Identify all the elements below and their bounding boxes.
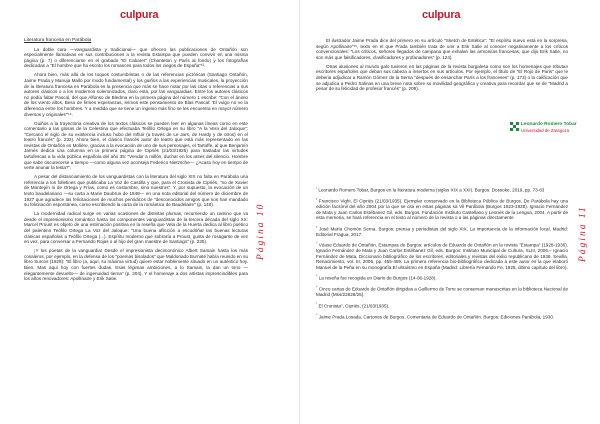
- paragraph: ¡Y los poetas de la vanguardia! Desde el impresionista decimonónico Albert Samain hasta los más cosaleros, por ejemplo, en la defensa de los "poemas bisolados" que Maldonado Burnaté había reunido en su libro Surcos (1928): "El libro (a, aquí, su máxima virtud) quiere estar noblemente situado en un auténtico hoy. Bien. Mas aquí hoy con fuertes dudas. Esas légimas ambiciones, a lo Samain, la dan un tono —elegantemente devuelto— de ingenuidad tierna" (p. 204), Y el homenaje a dos artistas imprescindibles para los años renovadores: Apollinaire y Erik Satie.: [24, 248, 248, 282]
- footnote: $^{^1}$ Leonardo Romero Tobar, Burgos en la literatura moderna (siglos XIX a XXI). Burgos. Dossoke, 2019, pp. 73-83: [316, 186, 545, 193]
- footnote: $^{^3}$ José María Chomón Serna. Burgos: prensa y periodistas del siglo XIX. La importancia de la información local. Madrid: Editorial Fragua, 2017.: [316, 224, 568, 237]
- paragraph: La modernidad radical surge en varias ocasiones de distintas plumas, recurriendo un camino que va desde el impresionismo romántico hasta los componentes vanguardistas de la tercera década del siglo XX: Marcel Proust es objeto de una estimación positiva en la reseña que Vela de la Huerta dedica al libro poético del palentino Teófilo Ortega La Voz del Jaloque: "Una buena aflicción a escudriñar las buenas lecturas clásicas españolas a Teófilo Ortega (...). Espíritu moderno que sobraría a Proust, gusta de rosagarse de vez en vez, para conversar a Fernando Rojas o al hijo del gran maestre de Santiago" (p. 235).: [24, 211, 248, 245]
- paragraph: A pesar del distanciamiento de los vanguardistas con la literatura del siglo XIX no falta en Parábola una referencia a los folletines que publicaba La Voz de Castilla y que, para el Cronista de Cipriés, "no de Xavier de Montepín ni de Ortega y Frías, como es costumbre, sino nuestros". Y, por supuesto, la evocación de un texto baudelariano —su carta a Marie Daubrun de 1848— en una nota editorial del número de diciembre de 1927 que agradece las felicitaciones de muchos periódicos de "desconocidos amigos que nos han mandado su felicitación espontánea, como escribiendo la carta de la romántica de Baudelaire" (p. 148).: [24, 174, 248, 208]
- footnote: $^{^4}$ Véase Eduardo de Ontañón, Estampas de Burgos: artículos de Eduardo de Ontañón en la revista "Estampa" (1928-1936). Ignacio Fernández de Mata y Juan Carlos Estébanez Gil, eds. Burgos: Instituto Municipal de Cultura, XLIII, 2006.– Ignacio Fernández de Mata, Diccionario bibliográfico de los escritores, editoriales y revistas del exilio republicano de 1936. Sevilla, Renacimiento, vol. III, 2006, pp. 455-459. La primera referencia bio-bibliográfica dedicada a este autor es la que elaboró Manuel de la Peña en su monografía El ultraísmo en España (Madrid: Librería Fernando Fe, 1925, último capítulo del libro).: [316, 241, 568, 271]
- paragraph: Guiños a la trayectoria creativa de los textos clásicos se pueden leer en algunas líneas como en este comentario a las glosas de la Celestina que efectuaba Teófilo Ortega en su libro "A la Vera del Jaloque": "Cercano el siglo de su existencia incluso hubo del Influir (a través de Le Jars, de Hardy y de otros) en el teatro francés" (p. 232). Ahora bien, el clásico francés autor de teatro que está más representado en las revistas de Ontañón es Molière, gracias a la evocación de uno de sus personajes, el Tartuffe, al que Benjamín Jarnés dedica una columna en la primera página de Cipriés (21/03/1925) para trasladar las virtudes tartufescas a la vida pública española del año 35: "Vendar a millón, duchar en los antes del silencio. Hombre que sabe oscurecerse a tiempo —como alguna vez aconseja Federico Nietzsche— ¿Acaso hoy en tiempo de verte anunar la testa?".: [24, 120, 248, 171]
- paragraph: La doble cara —vanguardista y tradicional— que ofrecen las publicaciones de Ontañón son especialmente llamativas en sus contribuciones a la revista Estampa que pueden convivir en una misma página (p. 7) o diferenciarse en el grabado "El Cabaret" (Chanteton y París al fondo) y los fotografías dedicadas a "El hombre que ha escrito los romances para todos los ciegos de España"¹³.: [24, 46, 248, 69]
- footnote: $^{^8}$ Jaime Prada Losada, Cartones de Burgos. Comentaria de Eduardo de Ontañón. Burgos: Ediciones Parábola, 1930.: [316, 312, 555, 320]
- paragraph: Ahora bien, más allá de los toques costumbristas o de las referencias pictóricas (Santiago Ontañón, Jaime Prada y Manuja Mallo por modo fundamental) y los guiños a las experiencias musicales, la proyección de la literatura francesa en Parábola es la presencia que más se hace notar por las citas o referencias a sus autores clásicos o a los modernos solemnizados, claro está, por las vanguardias. Entre los autores clásicos no podía faltar Pascal, del que Alfonso de Bledma en la primera página del número 1 escribe: "Con el ánimo de los viento altos, Beso de firmes esperanzas, leímos este pensamiento de Blas Pascal: 'El vulgo no ve la diferencia entre los hombres. Y a medida que se tiene un ingenio más fino se les encuentra en mayor número diversos y originales'"¹⁴.: [24, 72, 248, 117]
- institution-name: Universidad de Zaragoza: [521, 128, 570, 133]
- page-number-right: Página 11: [578, 205, 588, 262]
- footnote: $^{^7}$ El Cronista", Cipriés, (21/03/1935).: [316, 301, 390, 309]
- footnote: $^{^2}$ Francisco Vighi, El Cipriés (21/03/1935). Ejemplar conservado en la Biblioteca Pública de Burgos. De Parábola hay una edición facsímil del año 2004 por la que se cita en estas páginas sa Vil Parábola (Burgos 1923-1928). Ignacio Fernández de Mata y Juan Carlos Estébanez Gil, eds. Burgos. Fundación Instituto Castellano y Leonés de la Lengua, 2004. A partir de esta memoria, se hará referencia en el texto al número de la revista o a las páginas directamente: [316, 196, 569, 221]
- paragraph: Otras alusiones al mundo galo tuvieron en las páginas de la revista burgalesa como son los homenajes que tributan escritores españoles que deban sus cabeza a insertos en sus artículos. Por ejemplo, el título de "El Rojo de Paris" que le deberia adjudicar a Ramón Gómez de la Serna "después de ensanchar París a los franceses" (p. 173) o la calificación que se adjudica a Pedro Salinas en una breve nota sobre su movilidad geográfica y creativa para recordar que se de "Madrid a pesar de su felicidad de profesor francés" (p. 209).: [316, 63, 568, 92]
- brand-logo: culpura: [422, 9, 461, 21]
- footnote: $^{^5}$ La reseña fue recogida en Diario de Burgos (14-06-1928).: [316, 274, 437, 281]
- author-name: Leonardo Romero Tobar: [521, 122, 577, 127]
- right-body: [316, 38, 568, 95]
- footnotes: [316, 186, 568, 324]
- left-body: [24, 38, 248, 285]
- paragraph: El ilustrador Jaime Prada dice del primero en su artículo "Sketch de Estética": "El espíritu nuevo está en la sorpresa, según Apollinaire"¹⁵, texto en el que Prada también trata de unir a Erik Satie al conocer negativamente a los críticos convencionales: "Los críticos, señores llegados de campana que exhalan las armoniías francesas, que dijo Erik Satie, no son más que falsificadores, clasificadores y profanadores" (p. 124).: [316, 38, 568, 60]
- page-number-left: Página 10: [256, 202, 266, 260]
- university-emblem-icon: [510, 122, 519, 131]
- right-page: [300, 0, 600, 424]
- footnote: $^{^6}$ Cinco cartas de Eduardo de Ontañón dirigidas a Guillermo de Torre se conservan manuscritas en la biblioteca Nacional de Madrid (Mss/22828/25).: [316, 285, 569, 298]
- section-title: Literatura francesa en Parábola: [24, 38, 92, 43]
- brand-logo: culpura: [120, 9, 159, 21]
